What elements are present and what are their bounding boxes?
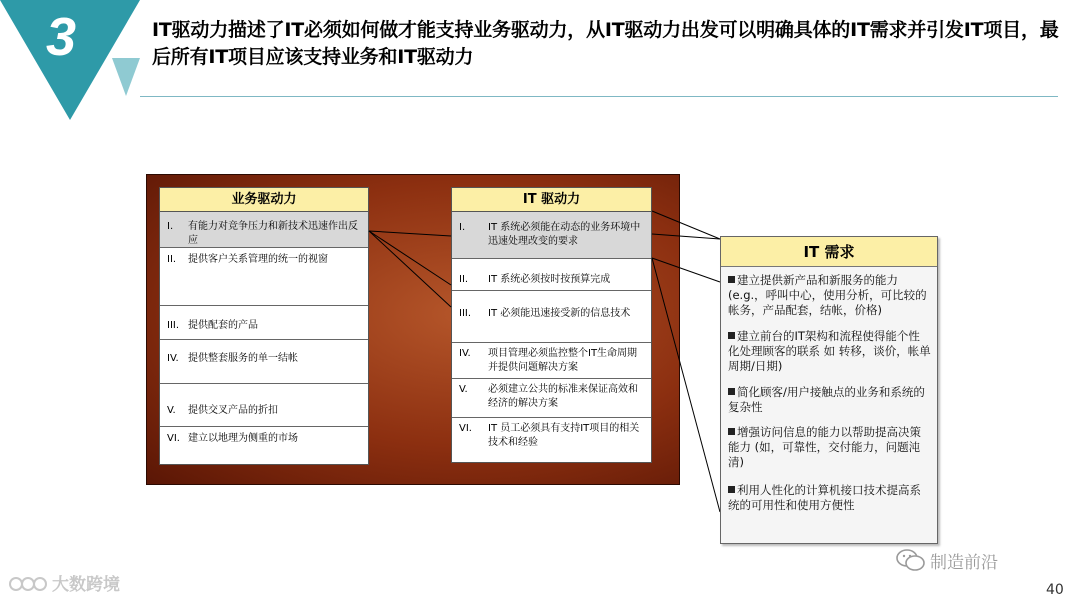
page-title: IT驱动力描述了IT必须如何做才能支持业务驱动力，从IT驱动力出发可以明确具体的IT需求并引发IT项目，最后所有IT项目应该支持业务和IT驱动力 — [152, 19, 1059, 68]
it-driver-item: III. IT 必须能迅速接受新的信息技术 — [452, 291, 651, 343]
it-driver-item: I. IT 系统必须能在动态的业务环境中迅速处理改变的要求 — [452, 212, 651, 259]
it-requirements-box — [720, 236, 938, 544]
it-driver-item: II. IT 系统必须按时按预算完成 — [452, 259, 651, 291]
requirement-item: 增强访问信息的能力以帮助提高决策能力 (如，可靠性，交付能力，问题沌清) — [728, 425, 921, 469]
page-number: 40 — [1046, 582, 1064, 598]
business-driver-item: II. 提供客户关系管理的统一的视窗 — [160, 248, 368, 306]
bullet-icon — [728, 486, 735, 493]
watermark-logo-icon — [8, 574, 48, 594]
it-driver-item: IV. 项目管理必须监控整个IT生命周期并提供问题解决方案 — [452, 343, 651, 379]
requirement-item: 建立前台的IT架构和流程使得能个性化处理顾客的联系 如 转移，谈价，帐单周期/日期) — [728, 329, 931, 373]
business-drivers-title: 业务驱动力 — [160, 188, 368, 212]
it-driver-item: VI. IT 员工必须具有支持IT项目的相关技术和经验 — [459, 423, 640, 448]
bullet-icon — [728, 276, 735, 283]
business-driver-item: V. 提供交叉产品的折扣 — [160, 384, 368, 427]
wechat-icon — [896, 548, 926, 572]
requirement-item: 简化顾客/用户接触点的业务和系统的复杂性 — [728, 385, 925, 414]
bullet-icon — [728, 428, 735, 435]
it-driver-item: V. 必须建立公共的标准来保证高效和经济的解决方案 — [452, 379, 651, 418]
bullet-icon — [728, 332, 735, 339]
watermark-left: 大数跨境 — [8, 570, 120, 595]
requirement-item: 建立提供新产品和新服务的能力 (e.g.，呼叫中心，使用分析，可比较的帐务，产品配套，结帐，价格) — [728, 273, 927, 317]
business-driver-item: III. 提供配套的产品 — [160, 306, 368, 340]
bullet-icon — [728, 388, 735, 395]
it-requirements-title: IT 需求 — [721, 237, 937, 267]
requirement-item: 利用人性化的计算机接口技术提高系统的可用性和使用方便性 — [728, 483, 921, 512]
business-driver-item: IV. 提供整套服务的单一结帐 — [160, 340, 368, 384]
it-drivers-title: IT 驱动力 — [452, 188, 651, 212]
business-driver-item: VI. 建立以地理为侧重的市场 — [167, 433, 298, 444]
business-driver-item: I. 有能力对竞争压力和新技术迅速作出反应 — [160, 212, 368, 248]
watermark-right: 制造前沿 — [896, 548, 998, 573]
section-number: 3 — [45, 7, 77, 67]
